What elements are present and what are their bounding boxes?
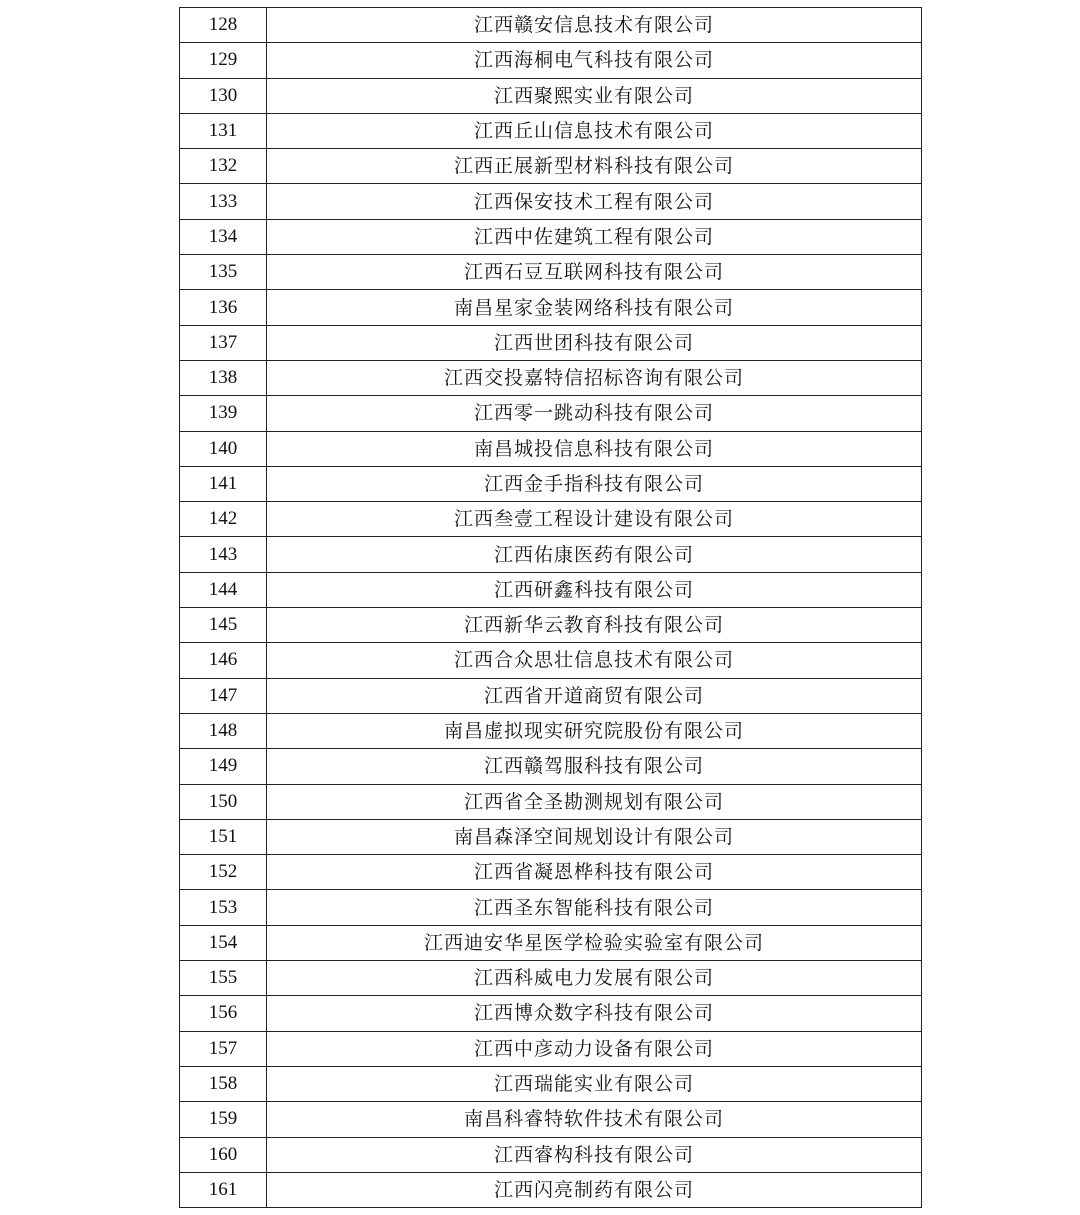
company-name-cell: 江西聚熙实业有限公司 [267,78,922,113]
row-number-cell: 137 [180,325,267,360]
row-number-cell: 150 [180,784,267,819]
row-number-cell: 132 [180,149,267,184]
company-name-cell: 江西迪安华星医学检验实验室有限公司 [267,925,922,960]
company-name-cell: 南昌城投信息科技有限公司 [267,431,922,466]
table-row [180,608,922,643]
company-name-cell: 江西睿构科技有限公司 [267,1137,922,1172]
company-name-cell: 江西金手指科技有限公司 [267,466,922,501]
row-number-cell: 140 [180,431,267,466]
table-row [180,78,922,113]
row-number-cell: 143 [180,537,267,572]
row-number-cell: 141 [180,466,267,501]
table-row [180,1137,922,1172]
row-number-cell: 139 [180,396,267,431]
company-name-cell: 江西闪亮制药有限公司 [267,1172,922,1207]
table-row [180,819,922,854]
company-name-cell: 江西世团科技有限公司 [267,325,922,360]
company-name-cell: 江西正展新型材料科技有限公司 [267,149,922,184]
row-number-cell: 161 [180,1172,267,1207]
row-number-cell: 144 [180,572,267,607]
table-row [180,572,922,607]
company-name-cell: 江西圣东智能科技有限公司 [267,890,922,925]
company-name-cell: 江西合众思壮信息技术有限公司 [267,643,922,678]
company-name-cell: 江西研鑫科技有限公司 [267,572,922,607]
company-list-table [179,7,922,1208]
row-number-cell: 160 [180,1137,267,1172]
table-row [180,713,922,748]
table-row [180,502,922,537]
table-row [180,996,922,1031]
company-name-cell: 江西赣安信息技术有限公司 [267,8,922,43]
row-number-cell: 129 [180,43,267,78]
table-row [180,537,922,572]
table-row [180,925,922,960]
company-name-cell: 南昌虚拟现实研究院股份有限公司 [267,713,922,748]
table-row [180,290,922,325]
company-name-cell: 江西赣驾服科技有限公司 [267,749,922,784]
row-number-cell: 148 [180,713,267,748]
row-number-cell: 130 [180,78,267,113]
row-number-cell: 153 [180,890,267,925]
company-name-cell: 江西佑康医药有限公司 [267,537,922,572]
table-row [180,149,922,184]
row-number-cell: 158 [180,1066,267,1101]
company-name-cell: 江西省开道商贸有限公司 [267,678,922,713]
company-name-cell: 南昌科睿特软件技术有限公司 [267,1102,922,1137]
row-number-cell: 131 [180,113,267,148]
company-name-cell: 江西中彦动力设备有限公司 [267,1031,922,1066]
table-row [180,325,922,360]
table-row [180,784,922,819]
table-row [180,749,922,784]
company-name-cell: 江西零一跳动科技有限公司 [267,396,922,431]
table-row [180,219,922,254]
row-number-cell: 128 [180,8,267,43]
row-number-cell: 146 [180,643,267,678]
company-name-cell: 江西中佐建筑工程有限公司 [267,219,922,254]
row-number-cell: 156 [180,996,267,1031]
row-number-cell: 149 [180,749,267,784]
table-row [180,1172,922,1207]
row-number-cell: 138 [180,360,267,395]
company-name-cell: 江西瑞能实业有限公司 [267,1066,922,1101]
row-number-cell: 157 [180,1031,267,1066]
table-row [180,643,922,678]
table-row [180,396,922,431]
company-name-cell: 江西保安技术工程有限公司 [267,184,922,219]
table-row [180,1066,922,1101]
row-number-cell: 136 [180,290,267,325]
company-name-cell: 江西丘山信息技术有限公司 [267,113,922,148]
table-row [180,1031,922,1066]
company-name-cell: 江西海桐电气科技有限公司 [267,43,922,78]
company-name-cell: 江西交投嘉特信招标咨询有限公司 [267,360,922,395]
row-number-cell: 135 [180,255,267,290]
company-name-cell: 南昌星家金装网络科技有限公司 [267,290,922,325]
table-row [180,890,922,925]
table-row [180,113,922,148]
company-name-cell: 江西石豆互联网科技有限公司 [267,255,922,290]
company-name-cell: 江西省全圣勘测规划有限公司 [267,784,922,819]
row-number-cell: 145 [180,608,267,643]
row-number-cell: 159 [180,1102,267,1137]
row-number-cell: 152 [180,855,267,890]
row-number-cell: 155 [180,961,267,996]
table-row [180,855,922,890]
row-number-cell: 133 [180,184,267,219]
row-number-cell: 142 [180,502,267,537]
company-name-cell: 南昌森泽空间规划设计有限公司 [267,819,922,854]
row-number-cell: 151 [180,819,267,854]
table-row [180,360,922,395]
company-name-cell: 江西博众数字科技有限公司 [267,996,922,1031]
row-number-cell: 147 [180,678,267,713]
table-row [180,466,922,501]
company-name-cell: 江西新华云教育科技有限公司 [267,608,922,643]
company-name-cell: 江西科威电力发展有限公司 [267,961,922,996]
table-row [180,961,922,996]
company-list-body [180,8,922,1208]
table-row [180,255,922,290]
row-number-cell: 154 [180,925,267,960]
table-row [180,8,922,43]
table-row [180,184,922,219]
table-row [180,1102,922,1137]
company-name-cell: 江西叁壹工程设计建设有限公司 [267,502,922,537]
table-row [180,43,922,78]
row-number-cell: 134 [180,219,267,254]
table-row [180,678,922,713]
table-row [180,431,922,466]
company-name-cell: 江西省凝恩桦科技有限公司 [267,855,922,890]
